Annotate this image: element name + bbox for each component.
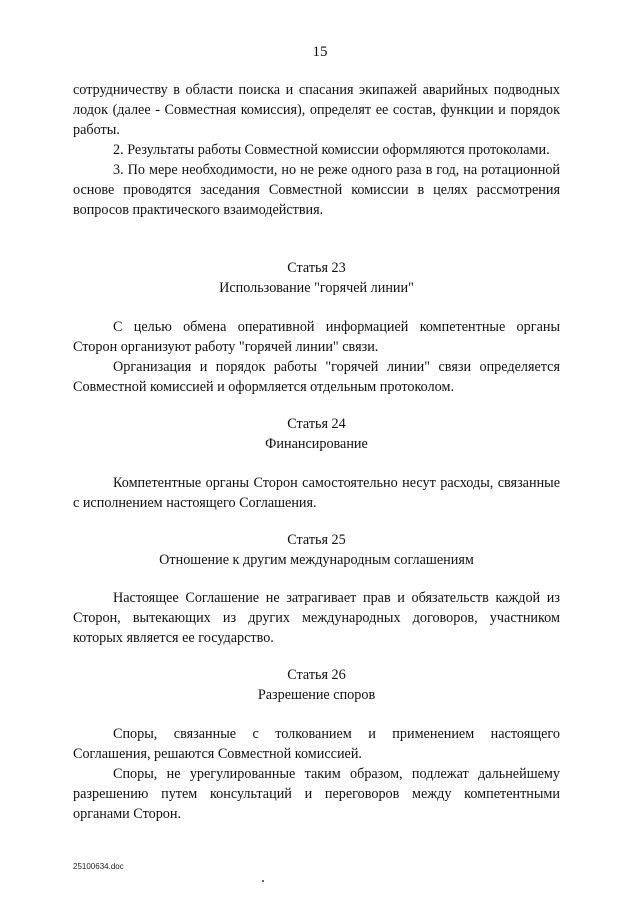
intro-paragraph-2: 2. Результаты работы Совместной комиссии оформляются протоколами. (113, 142, 550, 158)
article-23-title: Использование "горячей линии" (219, 280, 414, 296)
article-25-body (73, 588, 560, 648)
intro-section (73, 80, 560, 220)
article-23-number: Статья 23 (287, 260, 346, 276)
intro-paragraph-1: сотрудничеству в области поиска и спасания экипажей аварийных подводных лодок (далее - Совместная комиссия), определят ее состав, функции и порядок работы. (73, 82, 560, 138)
footer-dot-mark (262, 880, 264, 882)
page-number: 15 (312, 44, 328, 60)
article-23-heading (73, 258, 560, 298)
article-26-heading (73, 665, 560, 705)
article-26-body (73, 724, 560, 824)
article-25-paragraph-1: Настоящее Соглашение не затрагивает прав и обязательств каждой из Сторон, вытекающих из других международных договоров, участником которых является ее государство. (73, 590, 560, 646)
intro-paragraph-3: 3. По мере необходимости, но не реже одного раза в год, на ротационной основе проводятся заседания Совместной комиссии в целях рассмотрения вопросов практического взаимодействия. (73, 162, 560, 218)
footer-document-name: 25100634.doc (73, 862, 124, 871)
article-24-number: Статья 24 (287, 416, 346, 432)
article-24-heading (73, 414, 560, 454)
article-24-paragraph-1: Компетентные органы Сторон самостоятельно несут расходы, связанные с исполнением настоящего Соглашения. (73, 475, 560, 511)
article-23-paragraph-2: Организация и порядок работы "горячей линии" связи определяется Совместной комиссией и оформляется отдельным протоколом. (73, 359, 560, 395)
article-24-title: Финансирование (265, 436, 368, 452)
article-25-heading (73, 530, 560, 570)
article-26-paragraph-1: Споры, связанные с толкованием и применением настоящего Соглашения, решаются Совместной комиссией. (73, 726, 560, 762)
article-26-paragraph-2: Споры, не урегулированные таким образом, подлежат дальнейшему разрешению путем консультаций и переговоров между компетентными органами Сторон. (73, 766, 560, 822)
article-25-title: Отношение к другим международным соглашениям (159, 552, 474, 568)
article-24-body (73, 473, 560, 513)
article-26-title: Разрешение споров (257, 687, 376, 703)
article-23-paragraph-1: С целью обмена оперативной информацией компетентные органы Сторон организуют работу "горячей линии" связи. (73, 319, 560, 355)
article-23-body (73, 317, 560, 397)
article-25-number: Статья 25 (287, 532, 346, 548)
article-26-number: Статья 26 (287, 667, 346, 683)
